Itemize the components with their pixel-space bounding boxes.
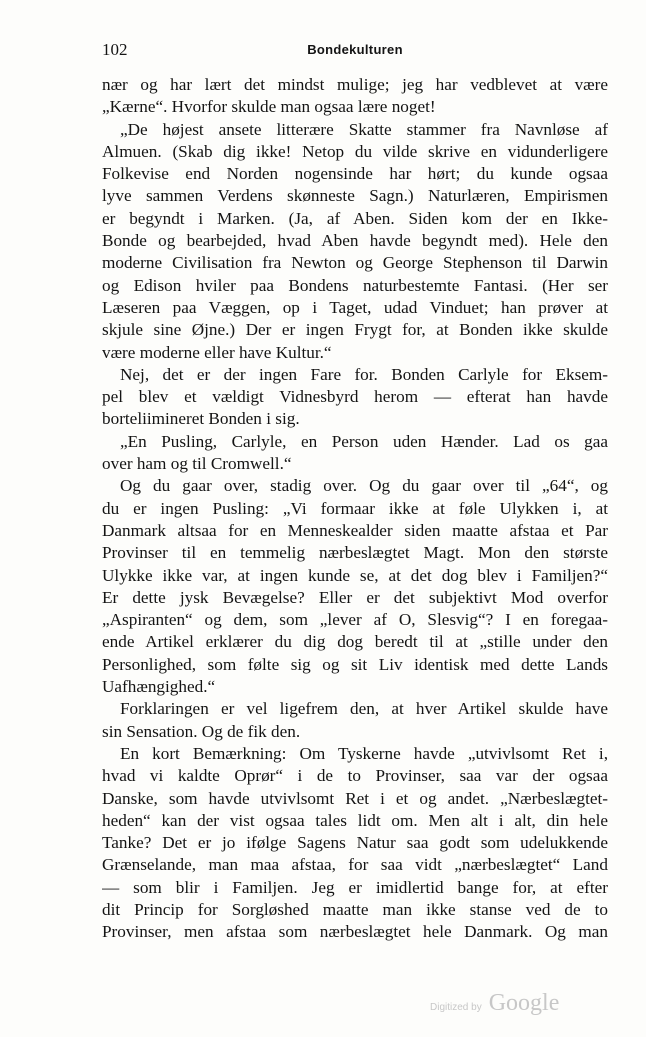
text-line: Nej, det er der ingen Fare for. Bonden Carlyle for Eksem- (120, 364, 608, 384)
text-line: og Edison hviler paa Bondens naturbestemte Fantasi. (Her ser (102, 275, 608, 295)
google-logo: Google (488, 990, 560, 1016)
text-line: Danske, som havde utvivlsomt Ret i et og andet. „Nærbeslægtet- (102, 788, 608, 808)
text-line: En kort Bemærkning: Om Tyskerne havde „utvivlsomt Ret i, (120, 743, 608, 763)
text-line: Almuen. (Skab dig ikke! Netop du vilde skrive en vidunderligere (102, 141, 608, 161)
text-line: Og du gaar over, stadig over. Og du gaar over til „64“, og (120, 476, 608, 496)
text-line: ende Artikel erklærer du dig dog beredt til at „stille under den (102, 632, 608, 652)
text-line: Læseren paa Væggen, op i Taget, udad Vinduet; han prøver at (102, 297, 608, 317)
text-line: Provinser til en temmelig nærbeslægtet Magt. Mon den største (102, 543, 608, 563)
text-line: Uafhængighed.“ (102, 677, 216, 697)
running-title: Bondekulturen (307, 42, 403, 57)
text-line: pel blev et vældigt Vidnesbyrd herom — efterat han havde (102, 387, 608, 407)
text-line: være moderne eller have Kultur.“ (102, 342, 332, 362)
text-line: Bonde og bearbejded, hvad Aben havde begyndt med). Hele den (102, 231, 608, 251)
text-line: moderne Civilisation fra Newton og George Stephenson til Darwin (102, 253, 608, 273)
text-line: Forklaringen er vel ligefrem den, at hver Artikel skulde have (120, 699, 608, 719)
text-line: „En Pusling, Carlyle, en Person uden Hænder. Lad os gaa (120, 431, 608, 451)
text-line: lyve sammen Verdens skønneste Sagn.) Naturlæren, Empirismen (102, 186, 608, 206)
text-line: Folkevise end Norden nogensinde har hørt; du kunde ogsaa (102, 164, 608, 184)
text-line: heden“ kan der vist ogsaa tales lidt om. Men alt i alt, din hele (102, 810, 608, 830)
text-line: nær og har lært det mindst mulige; jeg har vedblevet at være (102, 75, 608, 94)
text-line: hvad vi kaldte Oprør“ i de to Provinser, saa var der ogsaa (102, 766, 608, 786)
page-header (102, 40, 608, 60)
digitized-by-watermark (430, 990, 559, 1017)
text-line: „Aspiranten“ og dem, som „lever af O, Slesvig“? I en foregaa- (102, 610, 608, 630)
text-line: over ham og til Cromwell.“ (102, 454, 292, 474)
text-line: — som blir i Familjen. Jeg er imidlertid bange for, at efter (102, 877, 608, 897)
text-line: Personlighed, som følte sig og sit Liv identisk med dette Lands (102, 654, 608, 674)
text-line: skjule sine Øjne.) Der er ingen Frygt for, at Bonden ikke skulde (102, 320, 608, 340)
text-line: Danmark altsaa for en Menneskealder siden maatte afstaa et Par (102, 520, 608, 540)
page-number: 102 (102, 40, 128, 59)
text-line: Tanke? Det er jo ifølge Sagens Natur saa godt som udelukkende (102, 833, 608, 853)
text-line: borteliimineret Bonden i sig. (102, 409, 300, 429)
text-line: dit Princip for Sorgløshed maatte man ikke stanse ved de to (102, 899, 608, 919)
text-line: er begyndt i Marken. (Ja, af Aben. Siden kom der en Ikke- (102, 208, 608, 228)
text-line: Grænselande, man maa afstaa, for saa vidt „nærbeslægtet“ Land (102, 855, 608, 875)
watermark-prefix: Digitized by (430, 1002, 482, 1013)
text-line: Provinser, men afstaa som nærbeslægtet hele Danmark. Og man (102, 922, 608, 942)
text-line: Ulykke ikke var, at ingen kunde se, at det dog blev i Familjen?“ (102, 565, 608, 585)
text-line: „Kærne“. Hvorfor skulde man ogsaa lære noget! (102, 97, 436, 117)
text-line: sin Sensation. Og de fik den. (102, 721, 301, 741)
text-line: du er ingen Pusling: „Vi formaar ikke at føle Ulykken i, at (102, 498, 608, 518)
text-line: Er dette jysk Bevægelse? Eller er det subjektivt Mod overfor (102, 587, 608, 607)
text-line: „De højest ansete litterære Skatte stammer fra Navnløse af (120, 119, 608, 139)
body-text (102, 74, 608, 944)
